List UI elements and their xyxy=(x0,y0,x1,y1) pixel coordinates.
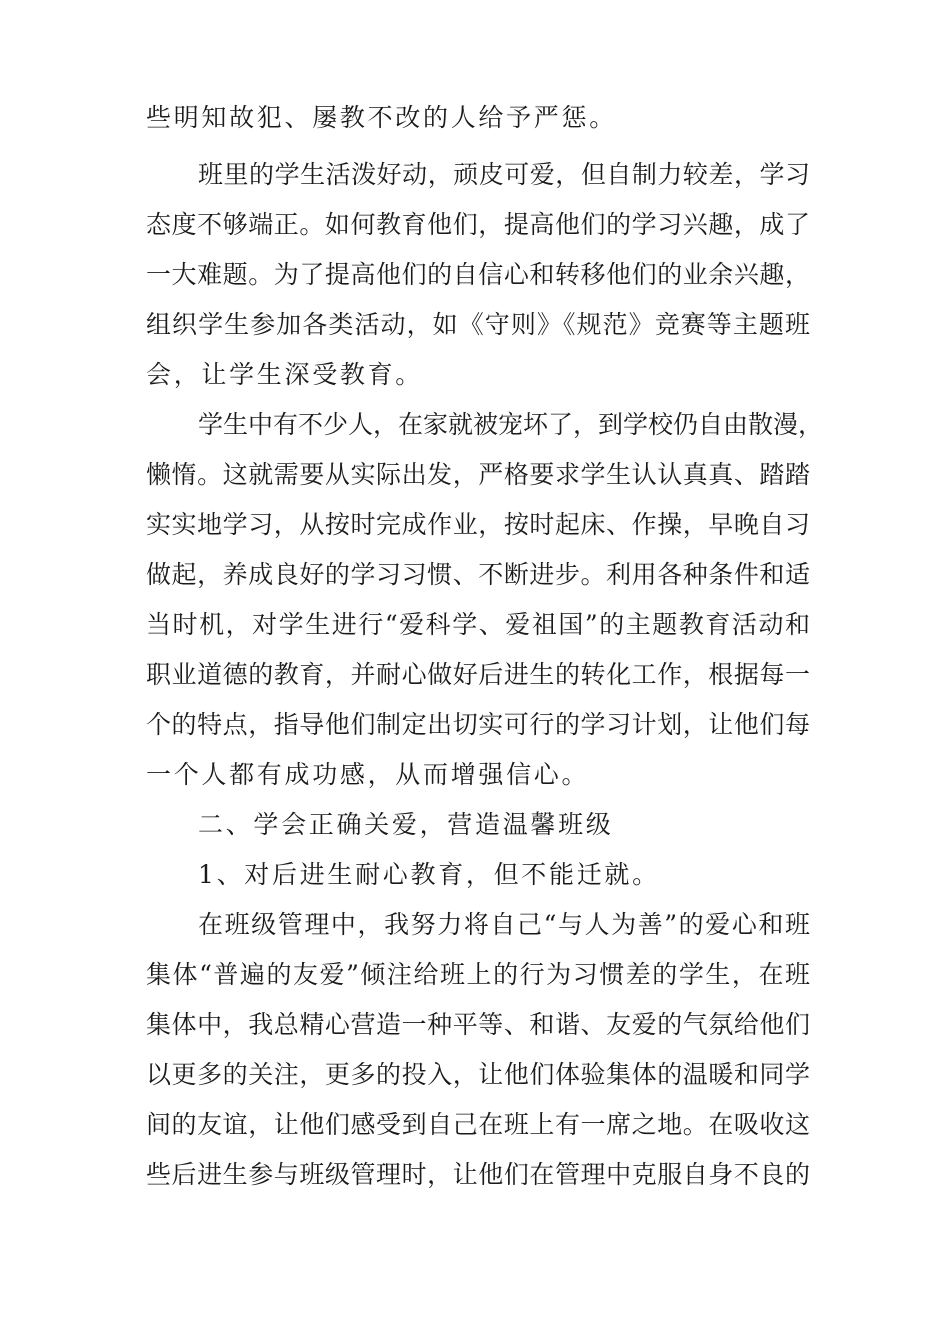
subsection-heading: 1、对后进生耐心教育，但不能迁就。 xyxy=(198,860,660,889)
text-line: 学生中有不少人，在家就被宠坏了，到学校仍自由散漫， xyxy=(198,410,824,439)
text-line: 个的特点，指导他们制定出切实可行的学习计划，让他们每 xyxy=(146,710,810,739)
text-line: 会，让学生深受教育。 xyxy=(146,360,424,389)
text-line: 班里的学生活泼好动，顽皮可爱，但自制力较差，学习 xyxy=(198,160,810,189)
text-line: 以更多的关注，更多的投入，让他们体验集体的温暖和同学 xyxy=(146,1060,810,1089)
text-line: 一个人都有成功感，从而增强信心。 xyxy=(146,760,590,789)
text-line: 当时机，对学生进行“爱科学、爱祖国”的主题教育活动和 xyxy=(146,610,810,639)
text-line: 在班级管理中，我努力将自己“与人为善”的爱心和班 xyxy=(198,910,810,939)
text-line: 职业道德的教育，并耐心做好后进生的转化工作，根据每一 xyxy=(146,660,810,689)
text-line: 实实地学习，从按时完成作业，按时起床、作操，早晚自习 xyxy=(146,510,810,539)
section-heading: 二、学会正确关爱，营造温馨班级 xyxy=(198,810,614,839)
text-line: 集体中，我总精心营造一种平等、和谐、友爱的气氛给他们 xyxy=(146,1010,810,1039)
text-line: 一大难题。为了提高他们的自信心和转移他们的业余兴趣， xyxy=(146,260,810,289)
text-line: 些明知故犯、屡教不改的人给予严惩。 xyxy=(146,103,617,132)
text-line: 做起，养成良好的学习习惯、不断进步。利用各种条件和适 xyxy=(146,560,810,589)
text-line: 集体“普遍的友爱”倾注给班上的行为习惯差的学生，在班 xyxy=(146,960,810,989)
text-line: 态度不够端正。如何教育他们，提高他们的学习兴趣，成了 xyxy=(146,210,810,239)
text-line: 组织学生参加各类活动，如《守则》《规范》竞赛等主题班 xyxy=(146,310,810,339)
text-line: 些后进生参与班级管理时，让他们在管理中克服自身不良的 xyxy=(146,1160,810,1189)
text-line: 间的友谊，让他们感受到自己在班上有一席之地。在吸收这 xyxy=(146,1110,810,1139)
text-line: 懒惰。这就需要从实际出发，严格要求学生认认真真、踏踏 xyxy=(146,460,810,489)
